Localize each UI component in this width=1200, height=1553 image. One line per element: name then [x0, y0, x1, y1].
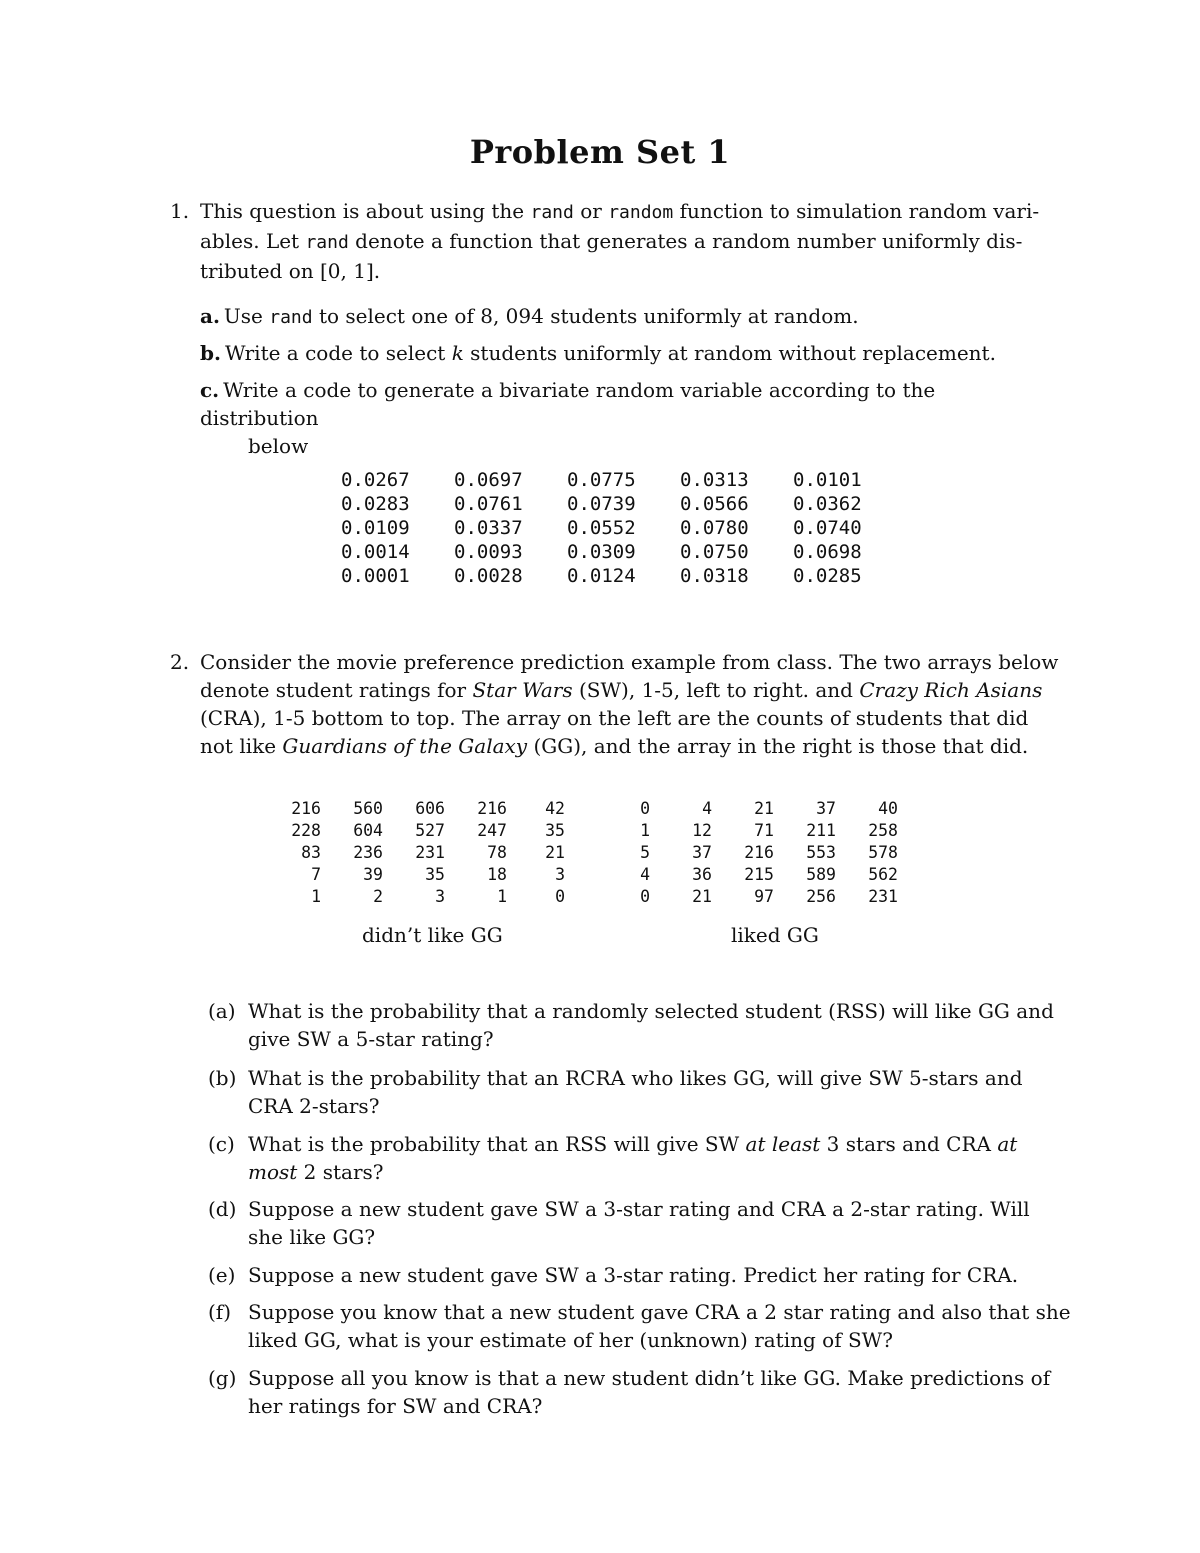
liked-row [600, 864, 898, 886]
liked-cell: 36 [692, 865, 712, 884]
didnt-like-cell: 42 [545, 799, 565, 818]
liked-cell: 211 [806, 821, 836, 840]
question-label: (f) [208, 1300, 232, 1324]
didnt-like-cell: 0 [555, 887, 565, 906]
page-title: Problem Set 1 [469, 133, 731, 171]
liked-row [600, 886, 898, 908]
didnt-like-cell: 247 [477, 821, 507, 840]
distribution-cell: 0.0283 [341, 493, 410, 515]
distribution-cell: 0.0093 [454, 541, 523, 563]
didnt-like-cell: 231 [415, 843, 445, 862]
didnt-like-cell: 78 [487, 843, 507, 862]
liked-cell: 1 [640, 821, 650, 840]
didnt-like-cell: 83 [301, 843, 321, 862]
didnt-like-cell: 606 [415, 799, 445, 818]
q1-part-label: c. [200, 378, 220, 402]
caption-didnt-like: didn’t like GG [362, 923, 503, 947]
question-line: Suppose all you know is that a new student didn’t like GG. Make predictions of [248, 1366, 1051, 1390]
q1-line: This question is about using the rand or random function to simulation random vari- [200, 199, 1040, 223]
didnt-like-cell: 228 [291, 821, 321, 840]
q1-line: ables. Let rand denote a function that generates a random number uniformly dis- [200, 229, 1023, 253]
didnt-like-cell: 35 [425, 865, 445, 884]
question-a [208, 997, 1060, 1053]
question-label: (c) [208, 1132, 235, 1156]
distribution-row [341, 516, 906, 540]
distribution-cell: 0.0337 [454, 517, 523, 539]
didnt-like-cell: 1 [497, 887, 507, 906]
distribution-cell: 0.0739 [567, 493, 636, 515]
question-line: her ratings for SW and CRA? [248, 1394, 543, 1418]
question-line: Suppose a new student gave SW a 3-star rating and CRA a 2-star rating. Will [248, 1197, 1030, 1221]
distribution-cell: 0.0109 [341, 517, 410, 539]
didnt-like-cell: 7 [311, 865, 321, 884]
liked-row [600, 820, 898, 842]
didnt-like-cell: 604 [353, 821, 383, 840]
liked-cell: 0 [640, 887, 650, 906]
distribution-cell: 0.0362 [793, 493, 862, 515]
liked-cell: 562 [868, 865, 898, 884]
didnt-like-cell: 236 [353, 843, 383, 862]
question-e [208, 1261, 1060, 1289]
liked-row [600, 798, 898, 820]
question-label: (a) [208, 999, 236, 1023]
didnt-like-row [275, 820, 565, 842]
distribution-row [341, 540, 906, 564]
liked-cell: 0 [640, 799, 650, 818]
q1-part-label: b. [200, 341, 221, 365]
liked-cell: 216 [744, 843, 774, 862]
didnt-like-cell: 18 [487, 865, 507, 884]
distribution-cell: 0.0001 [341, 565, 410, 587]
distribution-cell: 0.0318 [680, 565, 749, 587]
question-c [208, 1130, 1060, 1186]
q2-number: 2. [170, 650, 190, 674]
distribution-cell: 0.0750 [680, 541, 749, 563]
didnt-like-cell: 3 [435, 887, 445, 906]
liked-cell: 589 [806, 865, 836, 884]
didnt-like-cell: 216 [291, 799, 321, 818]
question-line: Suppose you know that a new student gave CRA a 2 star rating and also that she [248, 1300, 1071, 1324]
liked-cell: 258 [868, 821, 898, 840]
liked-cell: 40 [878, 799, 898, 818]
q1-part-a [200, 302, 1060, 332]
didnt-like-cell: 3 [555, 865, 565, 884]
liked-cell: 4 [640, 865, 650, 884]
q1-part-text: Write a code to generate a bivariate random variable according to the distribution [200, 378, 936, 430]
distribution-cell: 0.0309 [567, 541, 636, 563]
question-line: What is the probability that an RSS will give SW at least 3 stars and CRA at [248, 1132, 1018, 1156]
distribution-cell: 0.0101 [793, 469, 862, 491]
didnt-like-cell: 527 [415, 821, 445, 840]
q2-line: denote student ratings for Star Wars (SW), 1-5, left to right. and Crazy Rich Asians [200, 678, 1043, 702]
distribution-row [341, 492, 906, 516]
distribution-cell: 0.0697 [454, 469, 523, 491]
question-d [208, 1195, 1060, 1251]
liked-cell: 97 [754, 887, 774, 906]
caption-liked: liked GG [731, 923, 819, 947]
question-label: (e) [208, 1263, 236, 1287]
didnt-like-gg-table [275, 798, 565, 908]
liked-cell: 21 [692, 887, 712, 906]
liked-cell: 578 [868, 843, 898, 862]
question-line: most 2 stars? [248, 1160, 384, 1184]
liked-cell: 215 [744, 865, 774, 884]
question-g [208, 1364, 1060, 1420]
liked-cell: 231 [868, 887, 898, 906]
distribution-cell: 0.0552 [567, 517, 636, 539]
q1-part-b [200, 339, 1060, 367]
didnt-like-row [275, 798, 565, 820]
liked-cell: 553 [806, 843, 836, 862]
question-line: CRA 2-stars? [248, 1094, 380, 1118]
didnt-like-cell: 2 [373, 887, 383, 906]
liked-cell: 37 [816, 799, 836, 818]
distribution-cell: 0.0740 [793, 517, 862, 539]
distribution-cell: 0.0780 [680, 517, 749, 539]
q1-line: tributed on [0, 1]. [200, 259, 381, 283]
liked-row [600, 842, 898, 864]
question-line: What is the probability that an RCRA who likes GG, will give SW 5-stars and [248, 1066, 1023, 1090]
question-line: she like GG? [248, 1225, 376, 1249]
liked-gg-table [600, 798, 898, 908]
question-line: What is the probability that a randomly selected student (RSS) will like GG and [248, 999, 1054, 1023]
didnt-like-cell: 1 [311, 887, 321, 906]
liked-cell: 5 [640, 843, 650, 862]
distribution-cell: 0.0775 [567, 469, 636, 491]
question-label: (g) [208, 1366, 237, 1390]
q2-line: not like Guardians of the Galaxy (GG), and the array in the right is those that did. [200, 734, 1029, 758]
distribution-cell: 0.0285 [793, 565, 862, 587]
didnt-like-row [275, 842, 565, 864]
liked-cell: 71 [754, 821, 774, 840]
distribution-cell: 0.0566 [680, 493, 749, 515]
distribution-row [341, 564, 906, 588]
question-b [208, 1064, 1060, 1120]
distribution-cell: 0.0124 [567, 565, 636, 587]
liked-cell: 12 [692, 821, 712, 840]
q1-text [200, 197, 1060, 285]
distribution-cell: 0.0267 [341, 469, 410, 491]
distribution-cell: 0.0313 [680, 469, 749, 491]
question-line: Suppose a new student gave SW a 3-star rating. Predict her rating for CRA. [248, 1263, 1019, 1287]
q2-line: (CRA), 1-5 bottom to top. The array on the left are the counts of students that did [200, 706, 1029, 730]
didnt-like-cell: 21 [545, 843, 565, 862]
liked-cell: 37 [692, 843, 712, 862]
q1-part-text: Write a code to select k students uniformly at random without replacement. [224, 341, 996, 365]
q1-part-text: below [248, 434, 309, 458]
didnt-like-cell: 216 [477, 799, 507, 818]
didnt-like-cell: 35 [545, 821, 565, 840]
distribution-cell: 0.0698 [793, 541, 862, 563]
distribution-cell: 0.0028 [454, 565, 523, 587]
q2-text [200, 648, 1060, 760]
didnt-like-row [275, 886, 565, 908]
distribution-cell: 0.0761 [454, 493, 523, 515]
distribution-cell: 0.0014 [341, 541, 410, 563]
distribution-row [341, 468, 906, 492]
liked-cell: 256 [806, 887, 836, 906]
question-f [208, 1298, 1071, 1354]
distribution-table [341, 468, 906, 588]
question-line: give SW a 5-star rating? [248, 1027, 494, 1051]
q1-part-c [200, 376, 1060, 460]
question-label: (d) [208, 1197, 237, 1221]
liked-cell: 4 [702, 799, 712, 818]
q2-line: Consider the movie preference prediction example from class. The two arrays below [200, 650, 1059, 674]
q1-number: 1. [170, 199, 190, 223]
liked-cell: 21 [754, 799, 774, 818]
q1-part-text: Use rand to select one of 8, 094 students uniformly at random. [223, 304, 859, 328]
question-line: liked GG, what is your estimate of her (unknown) rating of SW? [248, 1328, 893, 1352]
didnt-like-cell: 560 [353, 799, 383, 818]
q1-part-label: a. [200, 304, 220, 328]
question-label: (b) [208, 1066, 237, 1090]
didnt-like-row [275, 864, 565, 886]
didnt-like-cell: 39 [363, 865, 383, 884]
